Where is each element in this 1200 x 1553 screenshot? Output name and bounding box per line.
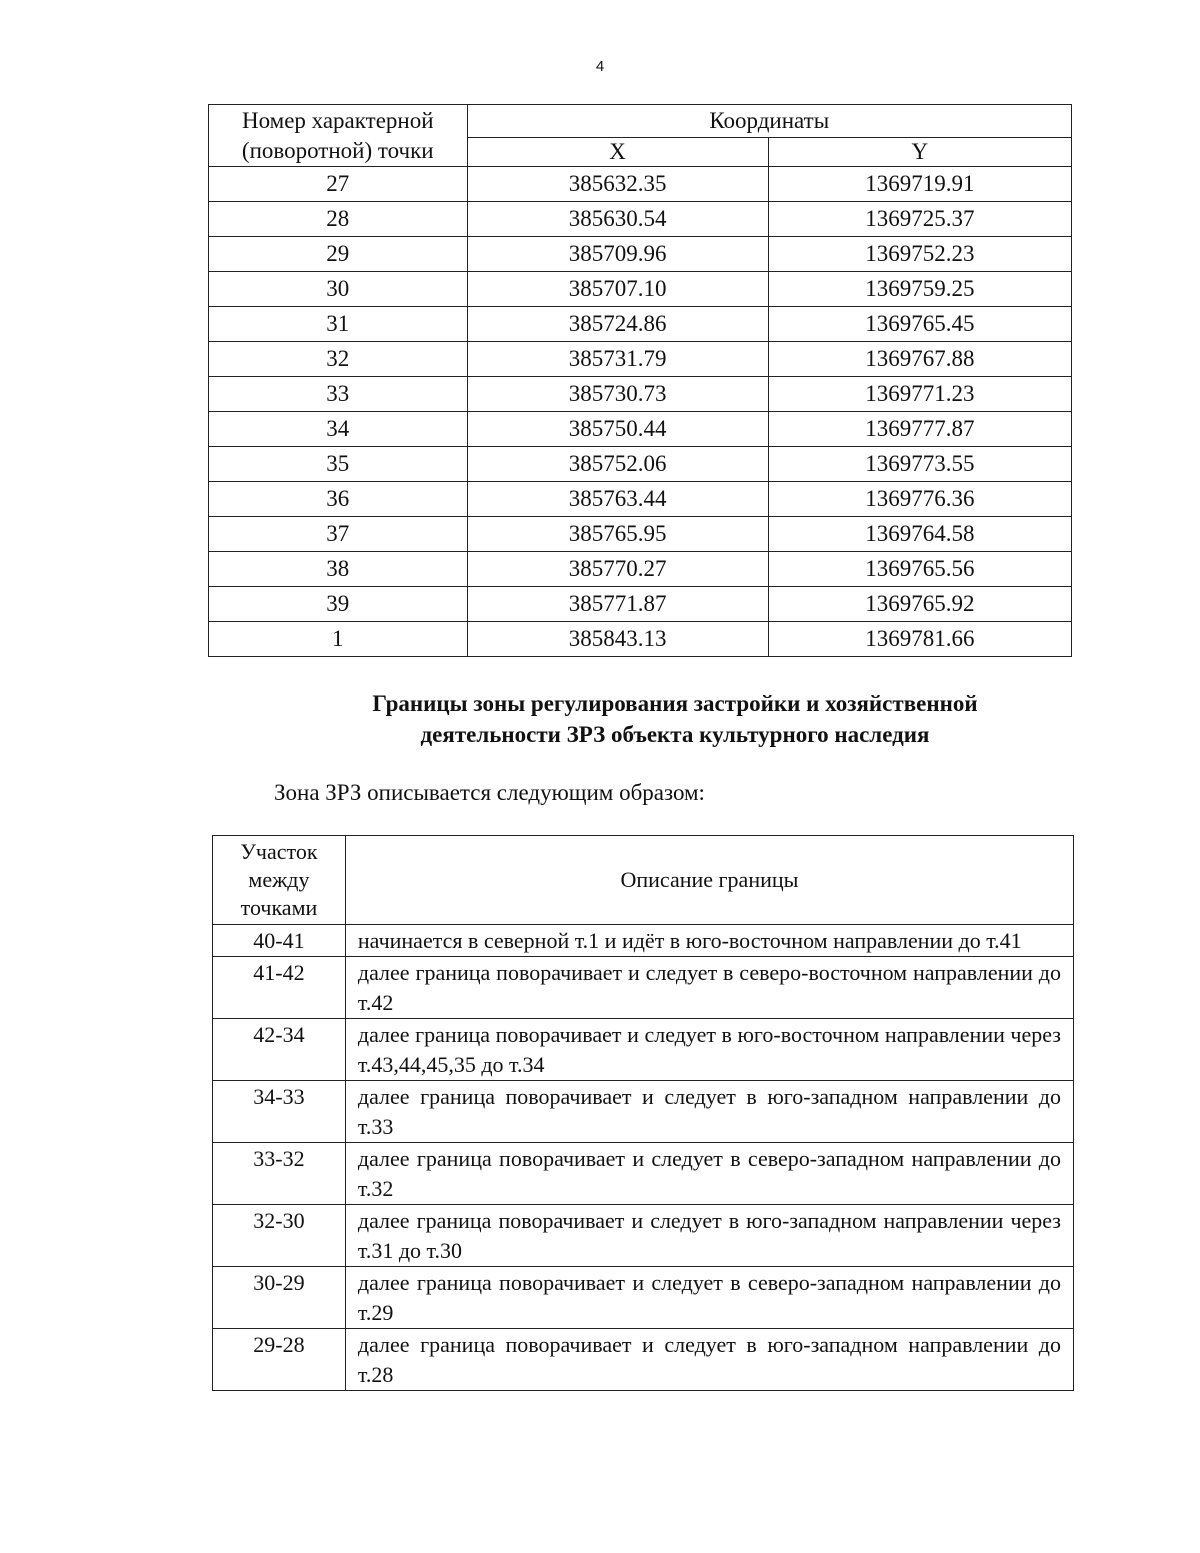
point-number-cell: 30 xyxy=(209,272,468,307)
table-row xyxy=(209,517,1072,552)
header-segment-line1: Участок xyxy=(240,839,318,864)
x-coordinate-cell: 385707.10 xyxy=(467,272,768,307)
point-number-cell: 27 xyxy=(209,167,468,202)
table-row xyxy=(209,167,1072,202)
x-coordinate-cell: 385765.95 xyxy=(467,517,768,552)
y-coordinate-cell: 1369725.37 xyxy=(768,202,1071,237)
y-coordinate-cell: 1369752.23 xyxy=(768,237,1071,272)
description-cell: далее граница поворачивает и следует в юго-западном направлении через т.31 до т.30 xyxy=(345,1205,1073,1267)
header-y: Y xyxy=(768,138,1071,167)
description-cell: начинается в северной т.1 и идёт в юго-восточном направлении до т.41 xyxy=(345,925,1073,957)
header-point-line1: Номер характерной xyxy=(241,107,434,133)
segment-cell: 42-34 xyxy=(213,1019,346,1081)
description-cell: далее граница поворачивает и следует в северо-западном направлении до т.32 xyxy=(345,1143,1073,1205)
segment-cell: 41-42 xyxy=(213,957,346,1019)
header-point-line2: (поворотной) точки xyxy=(241,137,434,163)
description-cell: далее граница поворачивает и следует в юго-западном направлении до т.33 xyxy=(345,1081,1073,1143)
x-coordinate-cell: 385724.86 xyxy=(467,307,768,342)
y-coordinate-cell: 1369776.36 xyxy=(768,482,1071,517)
table-row xyxy=(209,482,1072,517)
x-coordinate-cell: 385709.96 xyxy=(467,237,768,272)
point-number-cell: 37 xyxy=(209,517,468,552)
x-coordinate-cell: 385750.44 xyxy=(467,412,768,447)
table-row xyxy=(209,272,1072,307)
coordinates-table xyxy=(208,104,1072,657)
y-coordinate-cell: 1369767.88 xyxy=(768,342,1071,377)
description-cell: далее граница поворачивает и следует в северо-восточном направлении до т.42 xyxy=(345,957,1073,1019)
point-number-cell: 34 xyxy=(209,412,468,447)
segment-cell: 34-33 xyxy=(213,1081,346,1143)
table-row xyxy=(213,925,1074,957)
section-title-line2: деятельности ЗРЗ объекта культурного наследия xyxy=(420,722,930,747)
header-segment-line3: точками xyxy=(240,895,318,920)
point-number-cell: 35 xyxy=(209,447,468,482)
point-number-cell: 1 xyxy=(209,622,468,657)
x-coordinate-cell: 385771.87 xyxy=(467,587,768,622)
x-coordinate-cell: 385731.79 xyxy=(467,342,768,377)
description-cell: далее граница поворачивает и следует в юго-западном направлении до т.28 xyxy=(345,1329,1073,1391)
description-cell: далее граница поворачивает и следует в юго-восточном направлении через т.43,44,45,35 до т.34 xyxy=(345,1019,1073,1081)
page-number: 4 xyxy=(595,58,605,75)
table-row xyxy=(213,1081,1074,1143)
point-number-cell: 38 xyxy=(209,552,468,587)
segment-cell: 29-28 xyxy=(213,1329,346,1391)
header-point-number xyxy=(209,105,468,167)
table-row xyxy=(209,342,1072,377)
x-coordinate-cell: 385752.06 xyxy=(467,447,768,482)
table-row xyxy=(213,1267,1074,1329)
section-title-line1: Границы зоны регулирования застройки и хозяйственной xyxy=(372,691,978,716)
x-coordinate-cell: 385632.35 xyxy=(467,167,768,202)
table-row xyxy=(213,1019,1074,1081)
table-row xyxy=(209,622,1072,657)
point-number-cell: 28 xyxy=(209,202,468,237)
y-coordinate-cell: 1369765.56 xyxy=(768,552,1071,587)
header-segment-line2: между xyxy=(248,867,310,892)
y-coordinate-cell: 1369765.92 xyxy=(768,587,1071,622)
description-cell: далее граница поворачивает и следует в северо-западном направлении до т.29 xyxy=(345,1267,1073,1329)
y-coordinate-cell: 1369771.23 xyxy=(768,377,1071,412)
table-row xyxy=(209,307,1072,342)
boundary-description-table xyxy=(212,835,1074,1391)
segment-cell: 32-30 xyxy=(213,1205,346,1267)
y-coordinate-cell: 1369781.66 xyxy=(768,622,1071,657)
table-row xyxy=(209,552,1072,587)
segment-cell: 30-29 xyxy=(213,1267,346,1329)
table-row xyxy=(213,1143,1074,1205)
header-description: Описание границы xyxy=(345,836,1073,925)
table-row xyxy=(209,587,1072,622)
point-number-cell: 33 xyxy=(209,377,468,412)
y-coordinate-cell: 1369764.58 xyxy=(768,517,1071,552)
header-segment xyxy=(213,836,346,925)
section-title xyxy=(300,688,1050,750)
y-coordinate-cell: 1369773.55 xyxy=(768,447,1071,482)
segment-cell: 33-32 xyxy=(213,1143,346,1205)
header-coordinates: Координаты xyxy=(467,105,1072,138)
table-row xyxy=(209,412,1072,447)
y-coordinate-cell: 1369765.45 xyxy=(768,307,1071,342)
y-coordinate-cell: 1369719.91 xyxy=(768,167,1071,202)
boundary-description-body xyxy=(213,925,1074,1391)
x-coordinate-cell: 385630.54 xyxy=(467,202,768,237)
coordinates-table-body xyxy=(209,167,1072,657)
x-coordinate-cell: 385770.27 xyxy=(467,552,768,587)
table-row xyxy=(209,202,1072,237)
segment-cell: 40-41 xyxy=(213,925,346,957)
table-row xyxy=(213,957,1074,1019)
point-number-cell: 31 xyxy=(209,307,468,342)
x-coordinate-cell: 385730.73 xyxy=(467,377,768,412)
x-coordinate-cell: 385763.44 xyxy=(467,482,768,517)
point-number-cell: 32 xyxy=(209,342,468,377)
table-row xyxy=(209,237,1072,272)
y-coordinate-cell: 1369759.25 xyxy=(768,272,1071,307)
point-number-cell: 39 xyxy=(209,587,468,622)
y-coordinate-cell: 1369777.87 xyxy=(768,412,1071,447)
point-number-cell: 29 xyxy=(209,237,468,272)
table-row xyxy=(209,447,1072,482)
table-row xyxy=(213,1329,1074,1391)
header-x: X xyxy=(467,138,768,167)
x-coordinate-cell: 385843.13 xyxy=(467,622,768,657)
point-number-cell: 36 xyxy=(209,482,468,517)
table-row xyxy=(213,1205,1074,1267)
table-row xyxy=(209,377,1072,412)
intro-text: Зона ЗРЗ описывается следующим образом: xyxy=(274,780,705,805)
